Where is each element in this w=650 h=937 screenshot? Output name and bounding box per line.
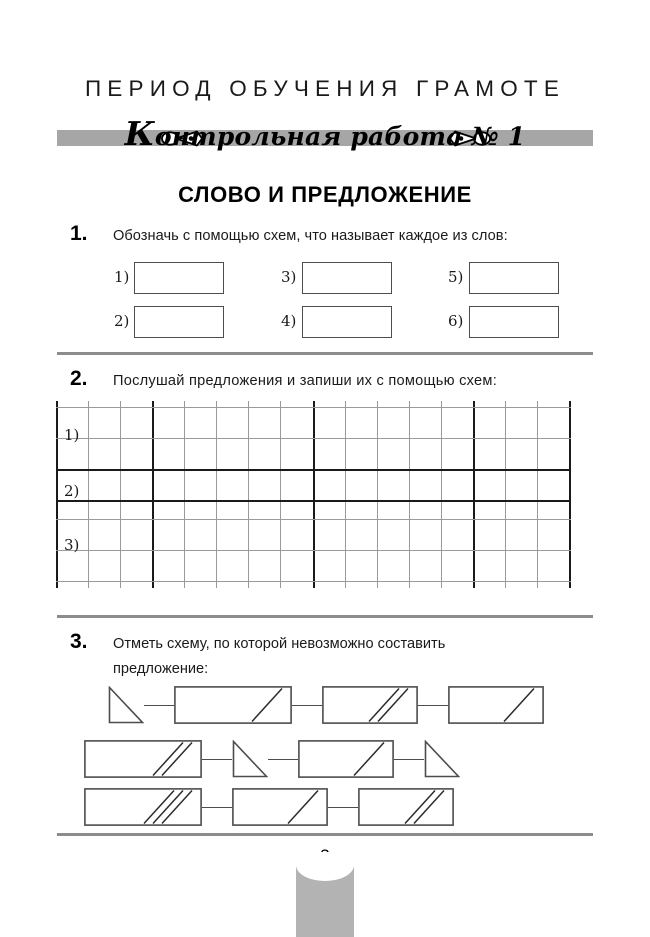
scheme-rectangle-part [448, 686, 544, 724]
scheme-connector-line [394, 759, 424, 760]
scheme-connector-line [268, 759, 298, 760]
word-scheme-answer-box[interactable] [469, 306, 559, 338]
grid-vertical-line [345, 401, 346, 588]
word-box-label: 6) [448, 312, 464, 330]
grid-vertical-line [56, 401, 58, 588]
grid-horizontal-line [56, 519, 571, 520]
word-box-label: 5) [448, 268, 464, 286]
scheme-option[interactable] [84, 788, 454, 826]
word-box-label: 1) [114, 268, 130, 286]
divider-rule-1 [57, 352, 593, 355]
grid-vertical-line [88, 401, 89, 588]
grid-vertical-line [313, 401, 315, 588]
scheme-triangle-part [232, 740, 268, 778]
scheme-connector-line [202, 807, 232, 808]
exercise-1-number: 1. [70, 222, 88, 245]
grid-row-label: 1) [64, 426, 80, 444]
divider-rule-3 [57, 833, 593, 836]
section-header-title: ПЕРИОД ОБУЧЕНИЯ ГРАМОТЕ [84, 76, 566, 101]
word-box-label: 3) [281, 268, 297, 286]
scheme-option[interactable] [84, 740, 460, 778]
scheme-connector-line [202, 759, 232, 760]
scheme-rectangle-part [174, 686, 292, 724]
grid-vertical-line [184, 401, 185, 588]
grid-row-label: 2) [64, 482, 80, 500]
exercise-3-scheme-choices[interactable] [56, 686, 596, 826]
word-scheme-answer-box[interactable] [469, 262, 559, 294]
grid-vertical-line [537, 401, 538, 588]
grid-vertical-line [152, 401, 154, 588]
scheme-rectangle-part [298, 740, 394, 778]
grid-vertical-line [120, 401, 121, 588]
grid-vertical-line [473, 401, 475, 588]
grid-vertical-line [280, 401, 281, 588]
scheme-rectangle-part [84, 740, 202, 778]
scheme-rectangle-part [232, 788, 328, 826]
banner-script-text [57, 114, 593, 156]
test-banner [57, 114, 593, 154]
grid-horizontal-line [56, 500, 571, 502]
exercise-3-number: 3. [70, 630, 88, 653]
grid-horizontal-line [56, 407, 571, 408]
scheme-rectangle-part [322, 686, 418, 724]
divider-rule-2 [57, 615, 593, 618]
word-scheme-answer-box[interactable] [302, 262, 392, 294]
grid-horizontal-line [56, 438, 571, 439]
grid-vertical-line [569, 401, 571, 588]
grid-vertical-line [505, 401, 506, 588]
banner-rest-text: онтрольная работа № 1 [154, 122, 526, 151]
grid-vertical-line [377, 401, 378, 588]
word-scheme-answer-box[interactable] [302, 306, 392, 338]
grid-horizontal-line [56, 469, 571, 471]
scheme-triangle-part [108, 686, 144, 724]
scheme-connector-line [292, 705, 322, 706]
word-scheme-answer-box[interactable] [134, 306, 224, 338]
scheme-rectangle-part [358, 788, 454, 826]
grid-vertical-line [248, 401, 249, 588]
scheme-option[interactable] [108, 686, 544, 724]
exercise-2-number: 2. [70, 367, 88, 390]
grid-row-label: 3) [64, 536, 80, 554]
bookmark-tab [296, 866, 354, 937]
word-box-label: 4) [281, 312, 297, 330]
exercise-1-prompt: Обозначь с помощью схем, что называет каждое из слов: [113, 228, 508, 244]
grid-vertical-line [409, 401, 410, 588]
grid-vertical-line [216, 401, 217, 588]
grid-horizontal-line [56, 550, 571, 551]
banner-initial-letter: К [124, 114, 155, 153]
word-box-label: 2) [114, 312, 130, 330]
scheme-triangle-part [424, 740, 460, 778]
scheme-connector-line [418, 705, 448, 706]
scheme-connector-line [328, 807, 358, 808]
page-title: СЛОВО И ПРЕДЛОЖЕНИЕ [178, 182, 472, 207]
exercise-2-prompt: Послушай предложения и запиши их с помощью схем: [113, 373, 498, 389]
sentence-scheme-grid[interactable] [56, 401, 571, 588]
exercise-3-prompt: Отметь схему, по которой невозможно составить предложение: [113, 636, 446, 677]
grid-horizontal-line [56, 581, 571, 582]
scheme-connector-line [144, 705, 174, 706]
word-scheme-answer-box[interactable] [134, 262, 224, 294]
grid-vertical-line [441, 401, 442, 588]
scheme-rectangle-part [84, 788, 202, 826]
